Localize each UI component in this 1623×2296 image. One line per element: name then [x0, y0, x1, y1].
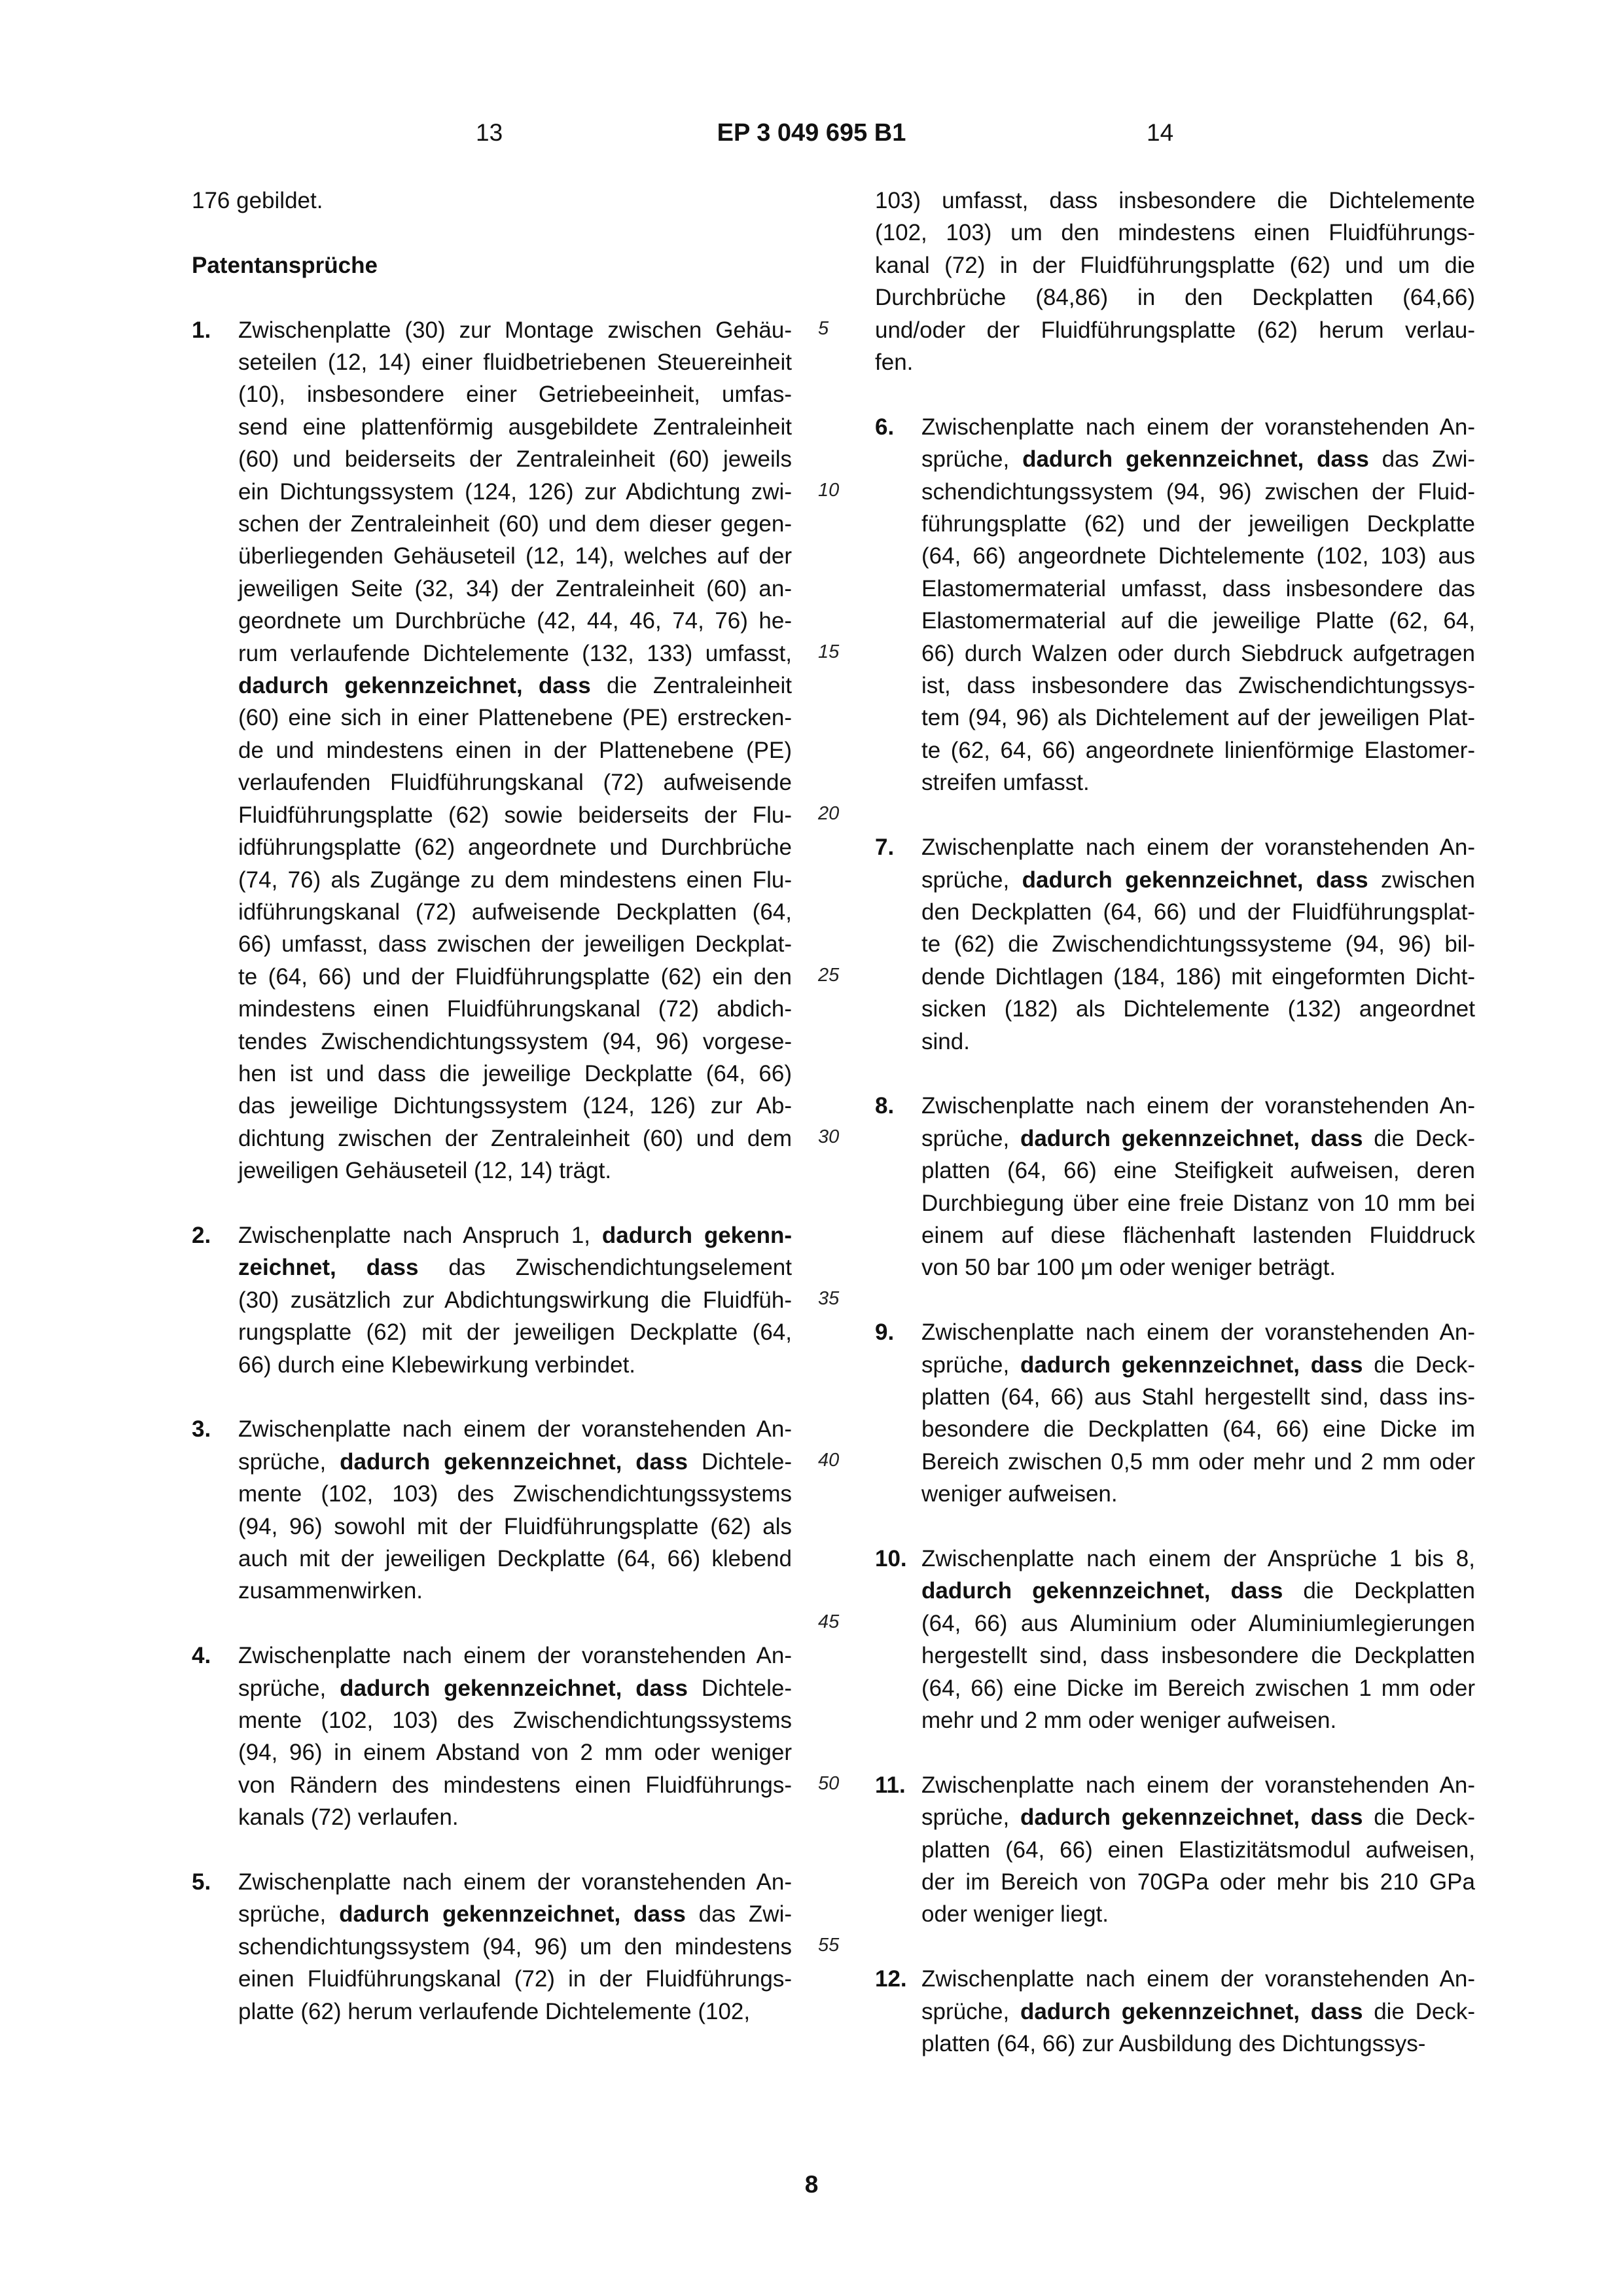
text-line: Zwischenplatte nach einem der voranstehenden An-: [921, 1772, 1475, 1798]
text-line: Durchbrüche (84,86) in den Deckplatten (64,66): [875, 285, 1475, 311]
text-line: Zwischenplatte nach einem der Ansprüche 1 bis 8,: [921, 1545, 1475, 1571]
text-line: 66) umfasst, dass zwischen der jeweiligen Deckplat-: [238, 931, 792, 958]
claim-text: [238, 1866, 792, 2028]
claim-text: [238, 1413, 792, 1607]
text-line: Zwischenplatte nach einem der voranstehenden An-: [921, 1966, 1475, 1992]
text-line: Zwischenplatte nach einem der voranstehenden An-: [238, 1416, 792, 1443]
text-line: platten (64, 66) zur Ausbildung des Dichtungssys-: [921, 2031, 1426, 2057]
claim-number: 1.: [192, 317, 211, 343]
claim: [192, 1866, 792, 2028]
text-line: besondere die Deckplatten (64, 66) eine Dicke im: [921, 1416, 1475, 1443]
text-line: sprüche, dadurch gekennzeichnet, dass die Deck-: [921, 1352, 1476, 1378]
text-line: Zwischenplatte nach einem der voranstehenden An-: [921, 1093, 1475, 1119]
claim-number: 12.: [875, 1966, 907, 1992]
text-line: (94, 96) sowohl mit der Fluidführungsplatte (62) als: [238, 1513, 792, 1539]
text-line: sprüche, dadurch gekennzeichnet, dass Dichtele-: [238, 1448, 792, 1475]
text-line: das jeweilige Dichtungssystem (124, 126) zur Ab-: [238, 1093, 792, 1119]
text-line: dende Dichtlagen (184, 186) mit eingeformten Dicht-: [921, 963, 1475, 990]
claim: [192, 1219, 792, 1381]
text-line: einen Fluidführungskanal (72) in der Fluidführungs-: [238, 1966, 792, 1992]
text-line: Zwischenplatte nach einem der voranstehenden An-: [921, 834, 1475, 861]
text-line: verlaufenden Fluidführungskanal (72) aufweisende: [238, 770, 792, 796]
left-column: [192, 185, 792, 2028]
text-line: 103) umfasst, dass insbesondere die Dichtelemente: [875, 188, 1475, 213]
line-number: 55: [818, 1934, 840, 1956]
text-line: schen der Zentraleinheit (60) und dem dieser gegen-: [238, 511, 792, 537]
text-line: schendichtungssystem (94, 96) zwischen der Fluid-: [921, 478, 1475, 505]
text-line: mente (102, 103) des Zwischendichtungssystems: [238, 1708, 792, 1734]
claim-number: 11.: [875, 1772, 906, 1798]
patent-number: EP 3 049 695 B1: [717, 119, 906, 147]
page-number-left: 13: [476, 119, 503, 146]
text-line: einem auf diese flächenhaft lastenden Fluiddruck: [921, 1222, 1475, 1248]
text-line: Zwischenplatte (30) zur Montage zwischen Gehäu-: [238, 317, 792, 343]
claim-number: 8.: [875, 1093, 895, 1119]
claim-text: [238, 1219, 792, 1381]
claim-text: [238, 314, 792, 1187]
text-line: send eine plattenförmig ausgebildete Zentraleinheit: [238, 414, 792, 440]
text-line: jeweiligen Gehäuseteil (12, 14) trägt.: [238, 1158, 612, 1184]
claim-text: [921, 411, 1475, 799]
text-line: seteilen (12, 14) einer fluidbetriebenen Steuereinheit: [238, 350, 792, 375]
right-column: [875, 185, 1475, 2060]
claim-text: [921, 1769, 1475, 1931]
text-line: (30) zusätzlich zur Abdichtungswirkung die Fluidfüh-: [238, 1287, 792, 1313]
text-line: schendichtungssystem (94, 96) um den mindestens: [238, 1933, 792, 1960]
text-line: de und mindestens einen in der Plattenebene (PE): [238, 737, 792, 763]
text-line: Elastomermaterial auf die jeweilige Platte (62, 64,: [921, 608, 1475, 634]
line-number: 5: [818, 317, 829, 339]
text-line: Durchbiegung über eine freie Distanz von 10 mm bei: [921, 1190, 1475, 1216]
claim: [875, 1316, 1475, 1510]
text-line: streifen umfasst.: [921, 770, 1090, 796]
text-line: Zwischenplatte nach einem der voranstehenden An-: [238, 1869, 792, 1895]
claim-text: [238, 1640, 792, 1833]
claim-text: [921, 831, 1475, 1058]
text-line: mente (102, 103) des Zwischendichtungssystems: [238, 1481, 792, 1507]
text-line: Zwischenplatte nach Anspruch 1, dadurch gekenn-: [238, 1222, 793, 1248]
text-line: idführungskanal (72) aufweisende Deckplatten (64,: [238, 899, 792, 925]
text-line: sprüche, dadurch gekennzeichnet, dass die Deck-: [921, 1125, 1476, 1151]
text-line: sicken (182) als Dichtelemente (132) angeordnet: [921, 996, 1475, 1022]
claim-number: 6.: [875, 414, 895, 440]
text-line: platten (64, 66) eine Steifigkeit aufweisen, deren: [921, 1158, 1475, 1184]
text-line: fen.: [875, 350, 914, 376]
line-number: 10: [818, 479, 840, 501]
text-line: dadurch gekennzeichnet, dass die Zentraleinheit: [238, 673, 792, 699]
claim-number: 10.: [875, 1545, 907, 1571]
page-footer-number: 8: [804, 2171, 819, 2198]
line-number: 45: [818, 1611, 840, 1632]
text-line: kanal (72) in der Fluidführungsplatte (62) und um die: [875, 252, 1475, 278]
claim: [875, 831, 1475, 1058]
claim-text: [921, 1963, 1475, 2060]
claim-continuation: [875, 185, 1475, 378]
text-line: zeichnet, dass das Zwischendichtungselement: [238, 1255, 792, 1281]
text-line: sind.: [921, 1028, 970, 1054]
text-line: von 50 bar 100 μm oder weniger beträgt.: [921, 1255, 1336, 1281]
claim-text: [921, 1316, 1475, 1510]
text-line: idführungsplatte (62) angeordnete und Durchbrüche: [238, 834, 792, 861]
text-line: hen ist und dass die jeweilige Deckplatte (64, 66): [238, 1060, 792, 1086]
text-line: rum verlaufende Dichtelemente (132, 133) umfasst,: [238, 640, 792, 666]
line-number: 20: [818, 802, 840, 824]
text-line: der im Bereich von 70GPa oder mehr bis 210 GPa: [921, 1869, 1475, 1895]
claim: [875, 1090, 1475, 1283]
text-line: te (62) die Zwischendichtungssysteme (94, 96) bil-: [921, 931, 1475, 958]
intro-line: 176 gebildet.: [192, 188, 323, 213]
claim-number: 4.: [192, 1643, 211, 1669]
text-line: platte (62) herum verlaufende Dichtelemente (102,: [238, 1998, 751, 2024]
claim-number: 7.: [875, 834, 895, 861]
text-line: sprüche, dadurch gekennzeichnet, dass zwischen: [921, 867, 1475, 893]
text-line: jeweiligen Seite (32, 34) der Zentraleinheit (60) an-: [238, 575, 792, 601]
claim: [192, 1640, 792, 1833]
text-line: tendes Zwischendichtungssystem (94, 96) vorgese-: [238, 1028, 792, 1054]
text-line: (64, 66) aus Aluminium oder Aluminiumlegierungen: [921, 1610, 1475, 1636]
text-line: platten (64, 66) aus Stahl hergestellt sind, dass ins-: [921, 1384, 1475, 1410]
text-line: (64, 66) angeordnete Dichtelemente (102, 103) aus: [921, 543, 1475, 569]
text-line: Bereich zwischen 0,5 mm oder mehr und 2 mm oder: [921, 1448, 1475, 1475]
page-number-right: 14: [1147, 119, 1174, 146]
text-line: (94, 96) in einem Abstand von 2 mm oder weniger: [238, 1740, 792, 1766]
text-line: sprüche, dadurch gekennzeichnet, dass das Zwi-: [238, 1901, 792, 1928]
text-line: (60) eine sich in einer Plattenebene (PE) erstrecken-: [238, 705, 792, 731]
text-line: Zwischenplatte nach einem der voranstehenden An-: [238, 1643, 792, 1669]
text-line: hergestellt sind, dass insbesondere die Deckplatten: [921, 1643, 1475, 1669]
text-line: weniger aufweisen.: [921, 1481, 1118, 1507]
claim-text: [921, 1543, 1475, 1736]
text-line: mindestens einen Fluidführungskanal (72) abdich-: [238, 996, 792, 1022]
text-line: (64, 66) eine Dicke im Bereich zwischen 1 mm oder: [921, 1675, 1475, 1701]
text-line: sprüche, dadurch gekennzeichnet, dass die Deck-: [921, 1804, 1476, 1831]
line-number: 40: [818, 1449, 840, 1471]
text-line: Elastomermaterial umfasst, dass insbesondere das: [921, 575, 1475, 601]
text-line: sprüche, dadurch gekennzeichnet, dass Dichtele-: [238, 1675, 792, 1701]
text-line: führungsplatte (62) und der jeweiligen Deckplatte: [921, 511, 1475, 537]
text-line: ist, dass insbesondere das Zwischendichtungssys-: [921, 673, 1475, 699]
line-number: 30: [818, 1126, 840, 1147]
text-line: tem (94, 96) als Dichtelement auf der jeweiligen Plat-: [921, 705, 1475, 731]
line-number: 25: [818, 964, 840, 986]
text-line: te (62, 64, 66) angeordnete linienförmige Elastomer-: [921, 737, 1475, 763]
text-line: sprüche, dadurch gekennzeichnet, dass das Zwi-: [921, 446, 1475, 473]
text-line: (60) und beiderseits der Zentraleinheit (60) jeweils: [238, 446, 792, 473]
text-line: sprüche, dadurch gekennzeichnet, dass die Deck-: [921, 1998, 1476, 2024]
claim-text: [921, 1090, 1475, 1283]
text-line: (102, 103) um den mindestens einen Fluidführungs-: [875, 220, 1475, 246]
claim: [875, 411, 1475, 799]
text-line: den Deckplatten (64, 66) und der Fluidführungsplat-: [921, 899, 1475, 925]
text-line: rungsplatte (62) mit der jeweiligen Deckplatte (64,: [238, 1319, 792, 1346]
claim: [875, 1963, 1475, 2060]
claim-number: 3.: [192, 1416, 211, 1443]
line-number: 35: [818, 1287, 840, 1309]
claim-number: 2.: [192, 1222, 211, 1248]
text-line: platten (64, 66) einen Elastizitätsmodul aufweisen,: [921, 1837, 1475, 1863]
text-line: und/oder der Fluidführungsplatte (62) herum verlau-: [875, 317, 1475, 343]
claim: [875, 1543, 1475, 1736]
text-line: (74, 76) als Zugänge zu dem mindestens einen Flu-: [238, 867, 792, 893]
text-line: dichtung zwischen der Zentraleinheit (60) und dem: [238, 1125, 792, 1151]
text-line: geordnete um Durchbrüche (42, 44, 46, 74, 76) he-: [238, 608, 792, 634]
line-number: 15: [818, 641, 840, 662]
claim-number: 5.: [192, 1869, 211, 1895]
text-line: kanals (72) verlaufen.: [238, 1804, 459, 1831]
text-line: 66) durch Walzen oder durch Siebdruck aufgetragen: [921, 640, 1475, 666]
text-line: te (64, 66) und der Fluidführungsplatte (62) ein den: [238, 963, 792, 990]
text-line: zusammenwirken.: [238, 1578, 423, 1604]
text-line: Fluidführungsplatte (62) sowie beiderseits der Flu-: [238, 802, 792, 828]
text-line: überliegenden Gehäuseteil (12, 14), welches auf der: [238, 543, 792, 569]
text-line: Zwischenplatte nach einem der voranstehenden An-: [921, 414, 1475, 440]
claim: [192, 314, 792, 1187]
text-line: oder weniger liegt.: [921, 1901, 1109, 1928]
text-line: auch mit der jeweiligen Deckplatte (64, 66) klebend: [238, 1546, 792, 1571]
text-line: Zwischenplatte nach einem der voranstehenden An-: [921, 1319, 1475, 1346]
claim: [875, 1769, 1475, 1931]
text-line: (10), insbesondere einer Getriebeeinheit, umfas-: [238, 382, 792, 408]
text-line: mehr und 2 mm oder weniger aufweisen.: [921, 1708, 1337, 1734]
line-number: 50: [818, 1772, 840, 1794]
text-line: 66) durch eine Klebewirkung verbindet.: [238, 1352, 636, 1378]
claims-heading: Patentansprüche: [192, 252, 378, 278]
text-line: ein Dichtungssystem (124, 126) zur Abdichtung zwi-: [238, 478, 792, 505]
claim: [192, 1413, 792, 1607]
text-line: von Rändern des mindestens einen Fluidführungs-: [238, 1772, 792, 1798]
text-line: dadurch gekennzeichnet, dass die Deckplatten: [921, 1578, 1475, 1604]
claim-number: 9.: [875, 1319, 895, 1346]
